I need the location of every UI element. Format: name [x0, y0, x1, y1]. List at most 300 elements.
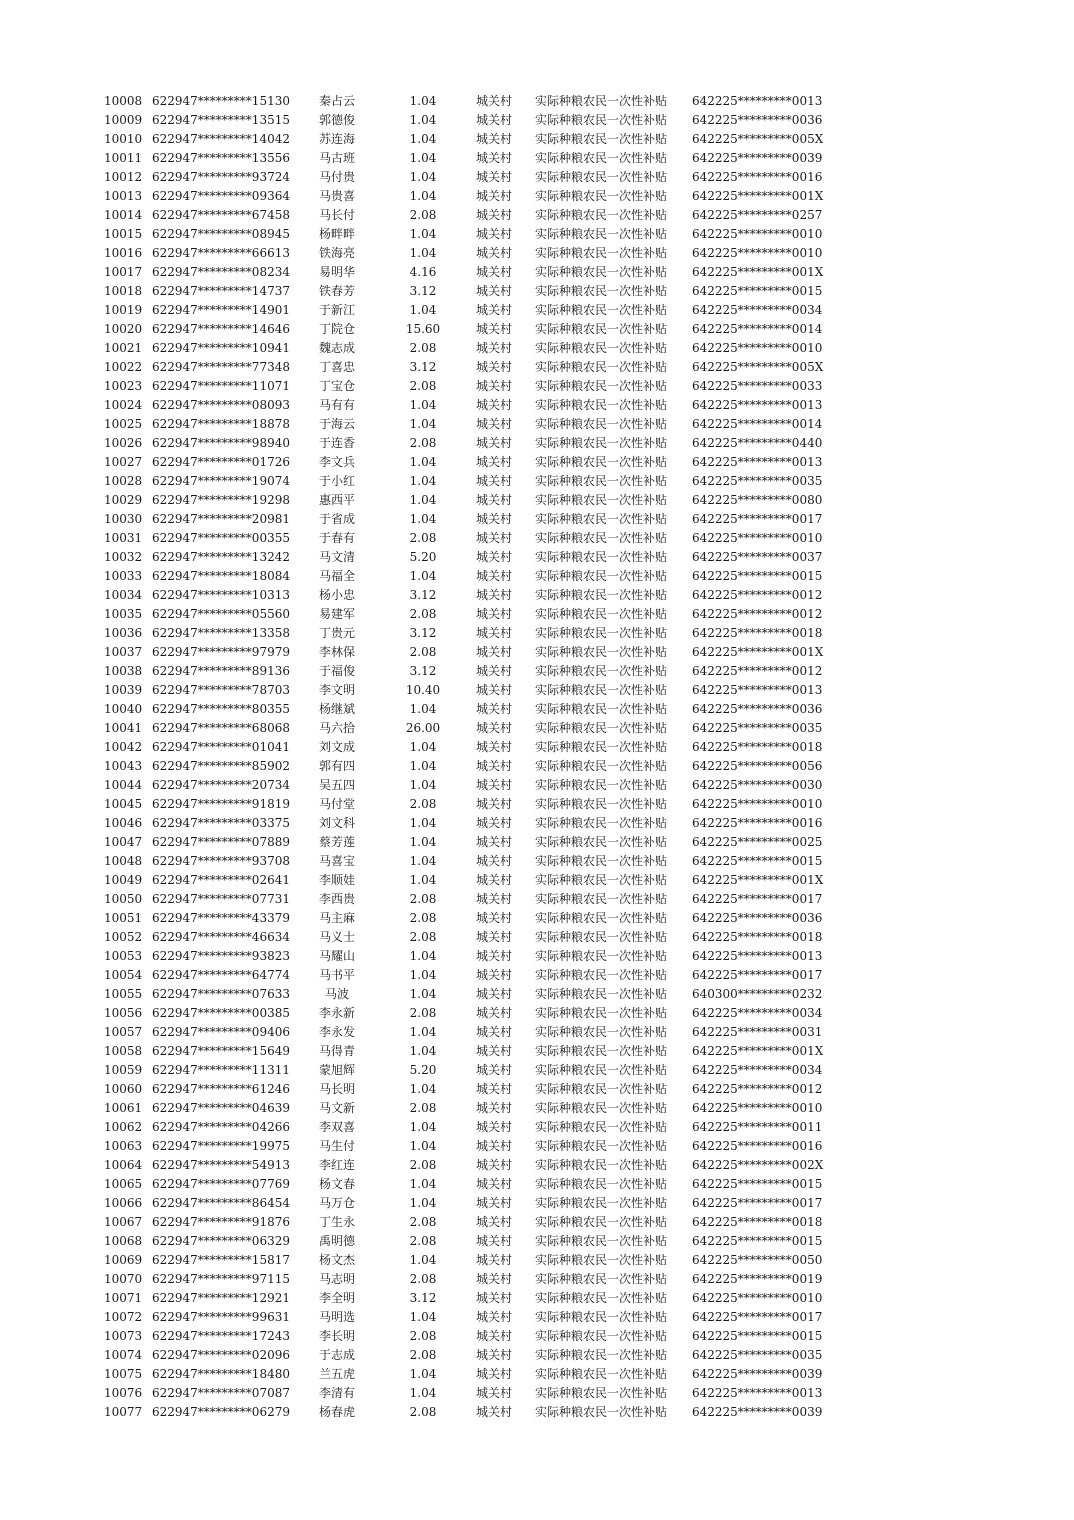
- subsidy-type: 实际种粮农民一次性补贴: [535, 341, 668, 355]
- farmer-name: 马义士: [318, 930, 355, 944]
- row-id: 10075: [104, 1367, 143, 1381]
- subsidy-type: 实际种粮农民一次性补贴: [535, 1139, 668, 1153]
- subsidy-type: 实际种粮农民一次性补贴: [535, 911, 668, 925]
- farmer-name: 兰五虎: [318, 1367, 355, 1381]
- subsidy-amount: 1.04: [409, 1253, 437, 1267]
- subsidy-type: 实际种粮农民一次性补贴: [535, 664, 668, 678]
- subsidy-type: 实际种粮农民一次性补贴: [535, 303, 668, 317]
- row-id: 10060: [104, 1082, 143, 1096]
- table-row: [0, 1384, 1074, 1403]
- subsidy-type: 实际种粮农民一次性补贴: [535, 284, 668, 298]
- subsidy-type: 实际种粮农民一次性补贴: [535, 835, 668, 849]
- row-id: 10030: [104, 512, 143, 526]
- subsidy-type: 实际种粮农民一次性补贴: [535, 398, 668, 412]
- row-id: 10025: [104, 417, 143, 431]
- village-name: 城关村: [476, 1196, 513, 1210]
- account-number: 622947*********85902: [152, 759, 290, 773]
- id-card-number: 642225*********0034: [692, 1063, 823, 1077]
- subsidy-amount: 3.12: [409, 284, 437, 298]
- table-row: [0, 1175, 1074, 1194]
- subsidy-amount: 3.12: [409, 626, 437, 640]
- id-card-number: 642225*********0013: [692, 949, 823, 963]
- account-number: 622947*********13515: [152, 113, 290, 127]
- village-name: 城关村: [476, 1348, 513, 1362]
- row-id: 10076: [104, 1386, 143, 1400]
- subsidy-amount: 2.08: [409, 1215, 437, 1229]
- farmer-name: 杨畔畔: [318, 227, 355, 241]
- subsidy-amount: 1.04: [409, 512, 437, 526]
- village-name: 城关村: [476, 1215, 513, 1229]
- table-row: [0, 1232, 1074, 1251]
- table-row: [0, 738, 1074, 757]
- farmer-name: 于春有: [318, 531, 355, 545]
- farmer-name: 于连香: [318, 436, 355, 450]
- table-row: [0, 1118, 1074, 1137]
- village-name: 城关村: [476, 854, 513, 868]
- id-card-number: 642225*********0011: [692, 1120, 823, 1134]
- table-row: [0, 282, 1074, 301]
- subsidy-type: 实际种粮农民一次性补贴: [535, 227, 668, 241]
- table-row: [0, 1213, 1074, 1232]
- subsidy-amount: 1.04: [409, 1025, 437, 1039]
- table-row: [0, 1099, 1074, 1118]
- subsidy-amount: 1.04: [409, 474, 437, 488]
- subsidy-type: 实际种粮农民一次性补贴: [535, 1405, 668, 1419]
- row-id: 10069: [104, 1253, 143, 1267]
- id-card-number: 642225*********0015: [692, 1329, 823, 1343]
- subsidy-amount: 1.04: [409, 246, 437, 260]
- account-number: 622947*********15817: [152, 1253, 290, 1267]
- row-id: 10029: [104, 493, 143, 507]
- subsidy-amount: 1.04: [409, 398, 437, 412]
- farmer-name: 马书平: [318, 968, 355, 982]
- id-card-number: 642225*********0010: [692, 246, 823, 260]
- subsidy-type: 实际种粮农民一次性补贴: [535, 455, 668, 469]
- table-row: [0, 795, 1074, 814]
- row-id: 10033: [104, 569, 143, 583]
- id-card-number: 642225*********0039: [692, 1367, 823, 1381]
- subsidy-type: 实际种粮农民一次性补贴: [535, 626, 668, 640]
- id-card-number: 642225*********0056: [692, 759, 823, 773]
- subsidy-type: 实际种粮农民一次性补贴: [535, 778, 668, 792]
- row-id: 10068: [104, 1234, 143, 1248]
- id-card-number: 642225*********0017: [692, 892, 823, 906]
- id-card-number: 642225*********0036: [692, 911, 823, 925]
- account-number: 622947*********14646: [152, 322, 290, 336]
- village-name: 城关村: [476, 1120, 513, 1134]
- farmer-name: 于新江: [318, 303, 355, 317]
- table-row: [0, 700, 1074, 719]
- table-row: [0, 396, 1074, 415]
- id-card-number: 642225*********001X: [692, 1044, 824, 1058]
- farmer-name: 丁院仓: [318, 322, 355, 336]
- farmer-name: 马文清: [318, 550, 355, 564]
- id-card-number: 642225*********0013: [692, 683, 823, 697]
- row-id: 10040: [104, 702, 143, 716]
- id-card-number: 642225*********0015: [692, 854, 823, 868]
- subsidy-type: 实际种粮农民一次性补贴: [535, 322, 668, 336]
- table-row: [0, 244, 1074, 263]
- account-number: 622947*********13242: [152, 550, 290, 564]
- subsidy-type: 实际种粮农民一次性补贴: [535, 968, 668, 982]
- subsidy-amount: 2.08: [409, 892, 437, 906]
- table-row: [0, 624, 1074, 643]
- subsidy-amount: 5.20: [409, 1063, 437, 1077]
- subsidy-amount: 3.12: [409, 588, 437, 602]
- row-id: 10057: [104, 1025, 143, 1039]
- id-card-number: 642225*********001X: [692, 645, 824, 659]
- farmer-name: 杨文春: [318, 1177, 355, 1191]
- subsidy-amount: 3.12: [409, 664, 437, 678]
- village-name: 城关村: [476, 1310, 513, 1324]
- subsidy-amount: 1.04: [409, 987, 437, 1001]
- row-id: 10017: [104, 265, 143, 279]
- row-id: 10058: [104, 1044, 143, 1058]
- subsidy-amount: 15.60: [405, 322, 441, 336]
- subsidy-type: 实际种粮农民一次性补贴: [535, 246, 668, 260]
- subsidy-type: 实际种粮农民一次性补贴: [535, 512, 668, 526]
- account-number: 622947*********91876: [152, 1215, 290, 1229]
- subsidy-amount: 2.08: [409, 1006, 437, 1020]
- account-number: 622947*********78703: [152, 683, 290, 697]
- farmer-name: 李顺娃: [318, 873, 355, 887]
- account-number: 622947*********15130: [152, 94, 290, 108]
- village-name: 城关村: [476, 512, 513, 526]
- row-id: 10011: [104, 151, 143, 165]
- farmer-name: 杨春虎: [318, 1405, 355, 1419]
- row-id: 10008: [104, 94, 143, 108]
- id-card-number: 642225*********0014: [692, 322, 823, 336]
- subsidy-type: 实际种粮农民一次性补贴: [535, 531, 668, 545]
- village-name: 城关村: [476, 1234, 513, 1248]
- farmer-name: 于海云: [318, 417, 355, 431]
- subsidy-amount: 2.08: [409, 1101, 437, 1115]
- row-id: 10072: [104, 1310, 143, 1324]
- row-id: 10015: [104, 227, 143, 241]
- id-card-number: 642225*********0010: [692, 1291, 823, 1305]
- subsidy-type: 实际种粮农民一次性补贴: [535, 702, 668, 716]
- farmer-name: 李文兵: [318, 455, 355, 469]
- subsidy-amount: 2.08: [409, 531, 437, 545]
- row-id: 10009: [104, 113, 143, 127]
- id-card-number: 642225*********001X: [692, 265, 824, 279]
- id-card-number: 642225*********0030: [692, 778, 823, 792]
- table-row: [0, 206, 1074, 225]
- account-number: 622947*********13556: [152, 151, 290, 165]
- account-number: 622947*********14042: [152, 132, 290, 146]
- id-card-number: 642225*********0017: [692, 1310, 823, 1324]
- subsidy-amount: 2.08: [409, 1348, 437, 1362]
- subsidy-type: 实际种粮农民一次性补贴: [535, 1177, 668, 1191]
- table-row: [0, 320, 1074, 339]
- id-card-number: 642225*********0034: [692, 303, 823, 317]
- subsidy-amount: 1.04: [409, 949, 437, 963]
- id-card-number: 642225*********002X: [692, 1158, 824, 1172]
- subsidy-type: 实际种粮农民一次性补贴: [535, 474, 668, 488]
- table-row: [0, 1289, 1074, 1308]
- subsidy-type: 实际种粮农民一次性补贴: [535, 1253, 668, 1267]
- farmer-name: 丁生永: [318, 1215, 355, 1229]
- farmer-name: 马文新: [318, 1101, 355, 1115]
- subsidy-amount: 1.04: [409, 1310, 437, 1324]
- account-number: 622947*********18480: [152, 1367, 290, 1381]
- subsidy-type: 实际种粮农民一次性补贴: [535, 645, 668, 659]
- account-number: 622947*********67458: [152, 208, 290, 222]
- id-card-number: 642225*********0018: [692, 626, 823, 640]
- account-number: 622947*********04639: [152, 1101, 290, 1115]
- farmer-name: 马喜宝: [318, 854, 355, 868]
- table-row: [0, 1346, 1074, 1365]
- row-id: 10013: [104, 189, 143, 203]
- subsidy-type: 实际种粮农民一次性补贴: [535, 721, 668, 735]
- account-number: 622947*********07087: [152, 1386, 290, 1400]
- id-card-number: 642225*********0016: [692, 816, 823, 830]
- table-row: [0, 453, 1074, 472]
- id-card-number: 642225*********0010: [692, 227, 823, 241]
- subsidy-type: 实际种粮农民一次性补贴: [535, 170, 668, 184]
- table-row: [0, 111, 1074, 130]
- row-id: 10077: [104, 1405, 143, 1419]
- farmer-name: 禹明德: [318, 1234, 355, 1248]
- subsidy-type: 实际种粮农民一次性补贴: [535, 1006, 668, 1020]
- farmer-name: 吴五四: [318, 778, 355, 792]
- table-row: [0, 1403, 1074, 1422]
- row-id: 10055: [104, 987, 143, 1001]
- account-number: 622947*********14737: [152, 284, 290, 298]
- village-name: 城关村: [476, 721, 513, 735]
- table-row: [0, 434, 1074, 453]
- account-number: 622947*********93724: [152, 170, 290, 184]
- subsidy-amount: 1.04: [409, 227, 437, 241]
- village-name: 城关村: [476, 436, 513, 450]
- table-row: [0, 681, 1074, 700]
- subsidy-type: 实际种粮农民一次性补贴: [535, 1367, 668, 1381]
- village-name: 城关村: [476, 550, 513, 564]
- village-name: 城关村: [476, 94, 513, 108]
- village-name: 城关村: [476, 341, 513, 355]
- farmer-name: 杨小忠: [318, 588, 355, 602]
- table-row: [0, 168, 1074, 187]
- farmer-name: 铁海亮: [318, 246, 355, 260]
- village-name: 城关村: [476, 987, 513, 1001]
- table-row: [0, 339, 1074, 358]
- row-id: 10038: [104, 664, 143, 678]
- id-card-number: 642225*********0039: [692, 1405, 823, 1419]
- id-card-number: 642225*********0018: [692, 740, 823, 754]
- village-name: 城关村: [476, 645, 513, 659]
- row-id: 10065: [104, 1177, 143, 1191]
- subsidy-amount: 1.04: [409, 1177, 437, 1191]
- row-id: 10051: [104, 911, 143, 925]
- village-name: 城关村: [476, 1177, 513, 1191]
- account-number: 622947*********09364: [152, 189, 290, 203]
- row-id: 10035: [104, 607, 143, 621]
- account-number: 622947*********93708: [152, 854, 290, 868]
- subsidy-type: 实际种粮农民一次性补贴: [535, 1025, 668, 1039]
- account-number: 622947*********20734: [152, 778, 290, 792]
- village-name: 城关村: [476, 132, 513, 146]
- account-number: 622947*********00385: [152, 1006, 290, 1020]
- farmer-name: 李红连: [318, 1158, 355, 1172]
- row-id: 10043: [104, 759, 143, 773]
- account-number: 622947*********07769: [152, 1177, 290, 1191]
- village-name: 城关村: [476, 892, 513, 906]
- id-card-number: 642225*********0036: [692, 113, 823, 127]
- subsidy-type: 实际种粮农民一次性补贴: [535, 607, 668, 621]
- account-number: 622947*********07731: [152, 892, 290, 906]
- account-number: 622947*********06279: [152, 1405, 290, 1419]
- row-id: 10024: [104, 398, 143, 412]
- row-id: 10048: [104, 854, 143, 868]
- account-number: 622947*********01041: [152, 740, 290, 754]
- table-row: [0, 358, 1074, 377]
- table-row: [0, 1270, 1074, 1289]
- account-number: 622947*********64774: [152, 968, 290, 982]
- table-row: [0, 1061, 1074, 1080]
- table-row: [0, 263, 1074, 282]
- account-number: 622947*********06329: [152, 1234, 290, 1248]
- subsidy-type: 实际种粮农民一次性补贴: [535, 1215, 668, 1229]
- account-number: 622947*********09406: [152, 1025, 290, 1039]
- subsidy-type: 实际种粮农民一次性补贴: [535, 1120, 668, 1134]
- row-id: 10050: [104, 892, 143, 906]
- subsidy-amount: 1.04: [409, 835, 437, 849]
- subsidy-type: 实际种粮农民一次性补贴: [535, 1329, 668, 1343]
- village-name: 城关村: [476, 626, 513, 640]
- subsidy-amount: 3.12: [409, 360, 437, 374]
- subsidy-amount: 1.04: [409, 132, 437, 146]
- table-row: [0, 1327, 1074, 1346]
- subsidy-type: 实际种粮农民一次性补贴: [535, 816, 668, 830]
- id-card-number: 642225*********0037: [692, 550, 823, 564]
- table-row: [0, 662, 1074, 681]
- id-card-number: 642225*********0033: [692, 379, 823, 393]
- table-row: [0, 472, 1074, 491]
- village-name: 城关村: [476, 740, 513, 754]
- account-number: 622947*********02641: [152, 873, 290, 887]
- id-card-number: 642225*********0017: [692, 512, 823, 526]
- village-name: 城关村: [476, 930, 513, 944]
- table-row: [0, 225, 1074, 244]
- subsidy-type: 实际种粮农民一次性补贴: [535, 1063, 668, 1077]
- row-id: 10027: [104, 455, 143, 469]
- id-card-number: 642225*********0031: [692, 1025, 823, 1039]
- farmer-name: 丁喜忠: [318, 360, 355, 374]
- row-id: 10066: [104, 1196, 143, 1210]
- table-row: [0, 1308, 1074, 1327]
- farmer-name: 马长明: [318, 1082, 355, 1096]
- subsidy-amount: 1.04: [409, 1386, 437, 1400]
- account-number: 622947*********14901: [152, 303, 290, 317]
- village-name: 城关村: [476, 151, 513, 165]
- subsidy-type: 实际种粮农民一次性补贴: [535, 208, 668, 222]
- subsidy-amount: 1.04: [409, 113, 437, 127]
- subsidy-type: 实际种粮农民一次性补贴: [535, 151, 668, 165]
- subsidy-amount: 2.08: [409, 379, 437, 393]
- row-id: 10041: [104, 721, 143, 735]
- id-card-number: 642225*********0025: [692, 835, 823, 849]
- id-card-number: 642225*********0010: [692, 531, 823, 545]
- village-name: 城关村: [476, 569, 513, 583]
- farmer-name: 于小红: [318, 474, 355, 488]
- table-row: [0, 1137, 1074, 1156]
- subsidy-amount: 1.04: [409, 1196, 437, 1210]
- subsidy-type: 实际种粮农民一次性补贴: [535, 1291, 668, 1305]
- table-row: [0, 852, 1074, 871]
- account-number: 622947*********61246: [152, 1082, 290, 1096]
- row-id: 10073: [104, 1329, 143, 1343]
- table-row: [0, 757, 1074, 776]
- account-number: 622947*********04266: [152, 1120, 290, 1134]
- subsidy-type: 实际种粮农民一次性补贴: [535, 949, 668, 963]
- subsidy-amount: 1.04: [409, 303, 437, 317]
- farmer-name: 于志成: [318, 1348, 355, 1362]
- farmer-name: 李清有: [318, 1386, 355, 1400]
- row-id: 10071: [104, 1291, 143, 1305]
- farmer-name: 马贵喜: [318, 189, 355, 203]
- row-id: 10045: [104, 797, 143, 811]
- subsidy-amount: 1.04: [409, 702, 437, 716]
- village-name: 城关村: [476, 455, 513, 469]
- farmer-name: 马六拾: [318, 721, 355, 735]
- subsidy-amount: 1.04: [409, 94, 437, 108]
- table-row: [0, 130, 1074, 149]
- village-name: 城关村: [476, 1139, 513, 1153]
- village-name: 城关村: [476, 702, 513, 716]
- subsidy-type: 实际种粮农民一次性补贴: [535, 987, 668, 1001]
- table-row: [0, 719, 1074, 738]
- id-card-number: 642225*********0012: [692, 588, 823, 602]
- village-name: 城关村: [476, 1158, 513, 1172]
- farmer-name: 秦占云: [318, 94, 355, 108]
- account-number: 622947*********00355: [152, 531, 290, 545]
- id-card-number: 642225*********0013: [692, 455, 823, 469]
- farmer-name: 马主麻: [318, 911, 355, 925]
- village-name: 城关村: [476, 816, 513, 830]
- row-id: 10010: [104, 132, 143, 146]
- account-number: 622947*********03375: [152, 816, 290, 830]
- subsidy-amount: 5.20: [409, 550, 437, 564]
- table-row: [0, 491, 1074, 510]
- id-card-number: 642225*********0039: [692, 151, 823, 165]
- subsidy-amount: 1.04: [409, 1120, 437, 1134]
- row-id: 10018: [104, 284, 143, 298]
- account-number: 622947*********19074: [152, 474, 290, 488]
- table-row: [0, 149, 1074, 168]
- village-name: 城关村: [476, 227, 513, 241]
- row-id: 10054: [104, 968, 143, 982]
- farmer-name: 郭德俊: [318, 113, 355, 127]
- subsidy-amount: 1.04: [409, 1044, 437, 1058]
- row-id: 10014: [104, 208, 143, 222]
- subsidy-type: 实际种粮农民一次性补贴: [535, 1348, 668, 1362]
- id-card-number: 642225*********0016: [692, 1139, 823, 1153]
- row-id: 10016: [104, 246, 143, 260]
- account-number: 622947*********05560: [152, 607, 290, 621]
- subsidy-type: 实际种粮农民一次性补贴: [535, 854, 668, 868]
- subsidy-amount: 4.16: [409, 265, 437, 279]
- id-card-number: 642225*********0013: [692, 94, 823, 108]
- subsidy-amount: 1.04: [409, 493, 437, 507]
- account-number: 622947*********07889: [152, 835, 290, 849]
- subsidy-amount: 1.04: [409, 455, 437, 469]
- id-card-number: 642225*********0015: [692, 1177, 823, 1191]
- village-name: 城关村: [476, 759, 513, 773]
- account-number: 622947*********86454: [152, 1196, 290, 1210]
- subsidy-type: 实际种粮农民一次性补贴: [535, 436, 668, 450]
- account-number: 622947*********89136: [152, 664, 290, 678]
- subsidy-amount: 1.04: [409, 1367, 437, 1381]
